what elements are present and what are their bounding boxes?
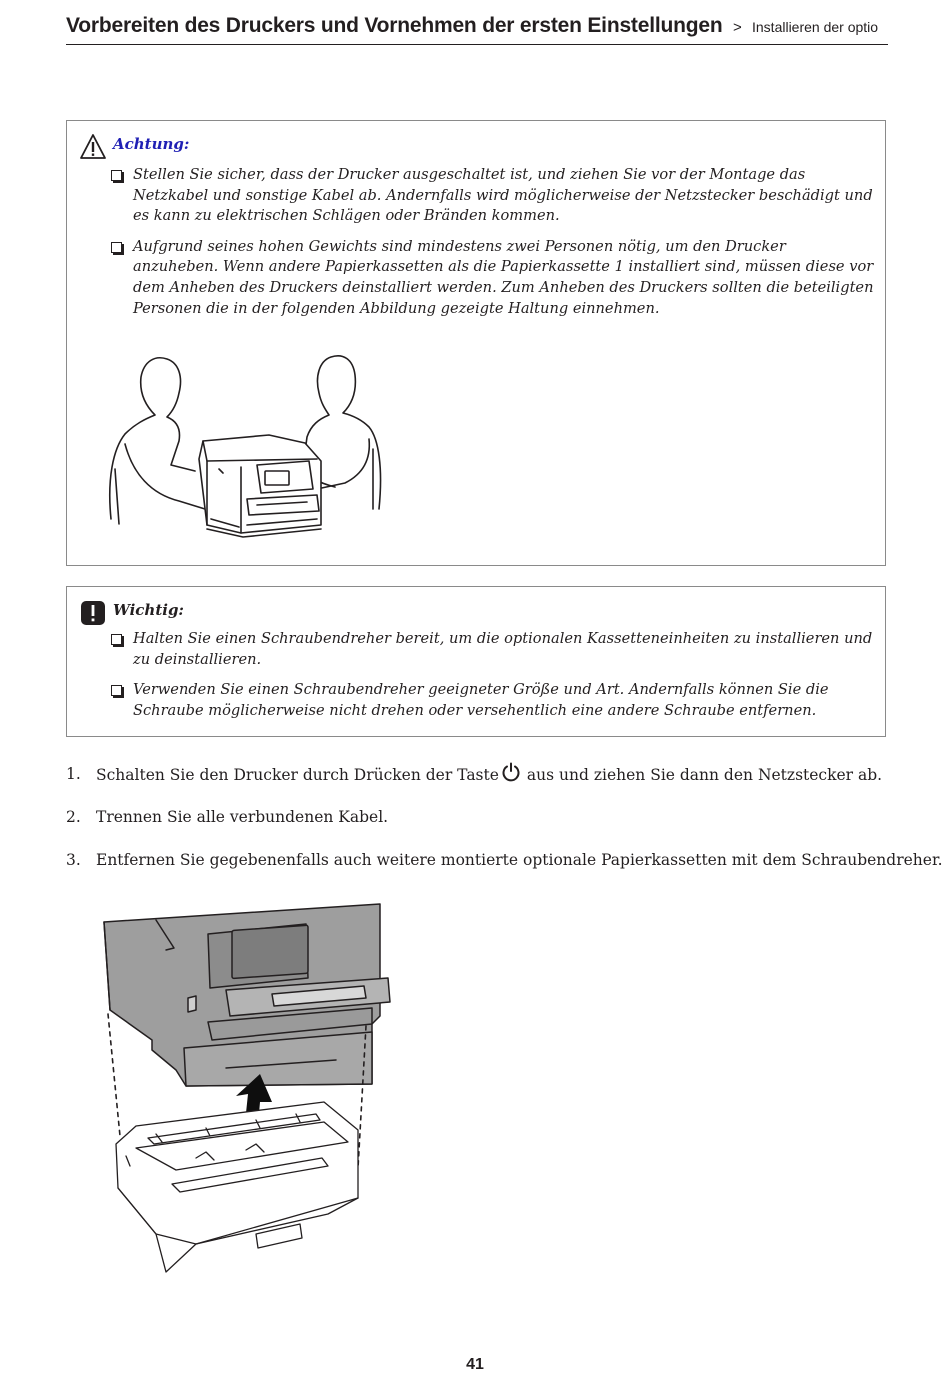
page-header	[66, 12, 888, 45]
two-persons-lifting-printer-illustration	[107, 349, 407, 554]
steps-list	[66, 762, 943, 891]
step-text: Trennen Sie alle verbundenen Kabel.	[96, 808, 389, 826]
step-text-after: aus und ziehen Sie dann den Netzstecker ab.	[526, 766, 883, 784]
caution-item-text: Aufgrund seines hohen Gewichts sind mindestens zwei Personen nötig, um den Drucker anzuheben. Wenn andere Papierkassetten als die Papierkassette 1 installiert sind, müssen diese vor dem Anheben des Druckers deinstalliert werden. Zum Anheben des Druckers sollten die beteiligten Personen die in der folgenden Abbildung gezeigte Haltung einnehmen.	[133, 237, 874, 317]
step-item	[66, 848, 943, 891]
checkbox-bullet-icon	[111, 242, 122, 253]
important-item-text: Verwenden Sie einen Schraubendreher geeigneter Größe und Art. Andernfalls können Sie die Schraube möglicherweise nicht drehen oder versehentlich eine andere Schraube entfernen.	[133, 681, 829, 719]
header-subtitle: Installieren der optio	[752, 19, 879, 35]
caution-item	[111, 165, 875, 227]
caution-list	[111, 165, 875, 329]
page-number: 41	[466, 1356, 484, 1373]
caution-box	[66, 120, 886, 566]
checkbox-bullet-icon	[111, 634, 122, 645]
important-item	[111, 680, 875, 721]
power-icon	[501, 762, 521, 789]
breadcrumb-separator: >	[733, 19, 742, 36]
header-title: Vorbereiten des Druckers und Vornehmen der ersten Einstellungen	[66, 14, 723, 37]
important-item-text: Halten Sie einen Schraubendreher bereit, um die optionalen Kassetteneinheiten zu installieren und zu deinstallieren.	[133, 630, 873, 668]
important-item	[111, 629, 875, 670]
caution-label: Achtung:	[113, 135, 190, 153]
step-text-before: Schalten Sie den Drucker durch Drücken der Taste	[96, 766, 499, 784]
checkbox-bullet-icon	[111, 685, 122, 696]
step-item	[66, 762, 896, 805]
step-item	[66, 805, 896, 848]
important-list	[111, 629, 875, 731]
checkbox-bullet-icon	[111, 170, 122, 181]
step-number: 2.	[66, 808, 81, 826]
step-text: Entfernen Sie gegebenenfalls auch weitere montierte optionale Papierkassetten mit dem Schraubendreher.	[96, 851, 943, 869]
important-label: Wichtig:	[113, 601, 184, 619]
caution-item	[111, 237, 875, 319]
step-text	[96, 762, 882, 789]
important-box	[66, 586, 886, 737]
remove-paper-cassette-illustration	[96, 898, 396, 1278]
warning-triangle-icon	[79, 133, 107, 165]
exclamation-icon	[79, 599, 107, 631]
caution-item-text: Stellen Sie sicher, dass der Drucker ausgeschaltet ist, und ziehen Sie vor der Montage das Netzkabel und sonstige Kabel ab. Andernfalls wird möglicherweise der Netzstecker beschädigt und es kann zu elektrischen Schlägen oder Bränden kommen.	[133, 166, 873, 225]
step-number: 3.	[66, 851, 81, 869]
step-number: 1.	[66, 765, 81, 783]
